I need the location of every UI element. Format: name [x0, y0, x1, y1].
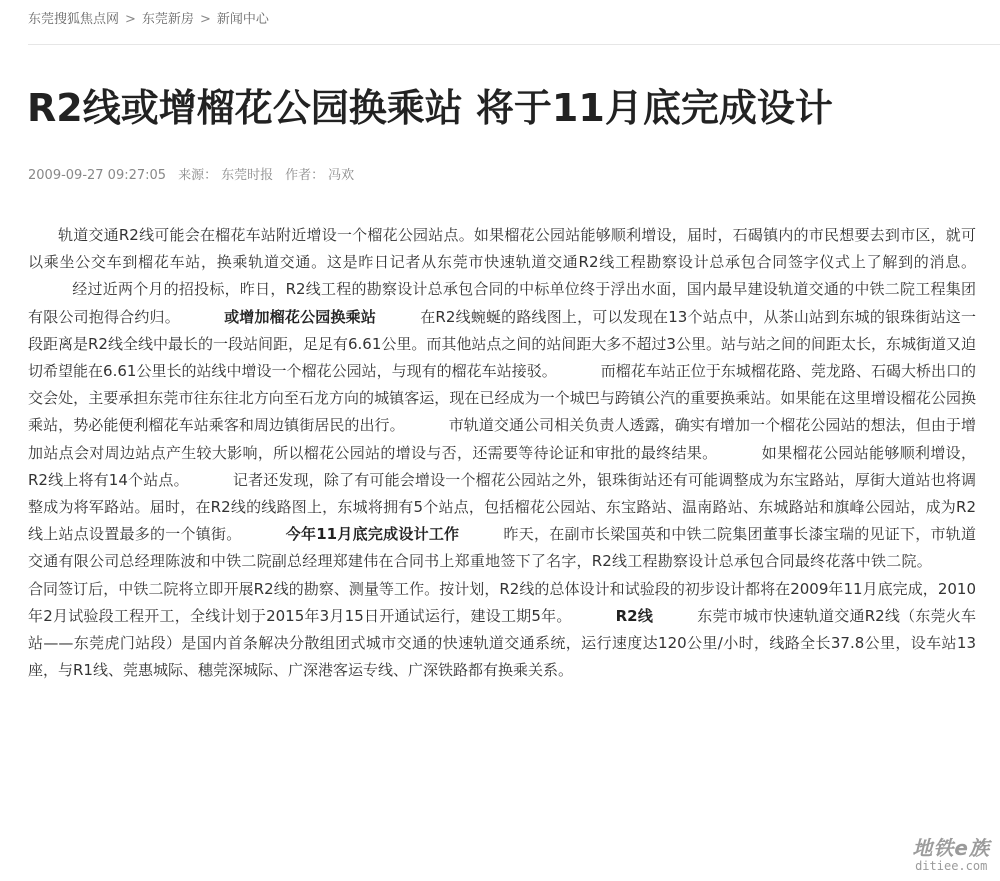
- watermark-logo: 地铁e族: [912, 836, 990, 860]
- author-label: 作者：: [285, 168, 325, 183]
- article-title: R2线或增榴花公园换乘站 将于11月底完成设计: [27, 86, 833, 130]
- article-subheading: R2线: [615, 606, 654, 625]
- article-meta: [28, 166, 366, 186]
- body-paragraph: 市轨道交通公司相关负责人透露，确实有增加一个榴花公园站的想法，但由于增加站点会对周边站点产生较大影响，所以榴花公园站的增设与否，还需要等待论证和审批的最终结果。: [28, 416, 976, 462]
- body-paragraph: 东莞市城市快速轨道交通R2线（东莞火车站——东莞虎门站段）是国内首条解决分散组团式城市交通的快速轨道交通系统，运行速度达120公里/小时，线路全长37.8公里，设车站13座，与R1线、莞惠城际、穗莞深城际、广深港客运专线、广深铁路都有换乘关系。: [28, 606, 976, 680]
- breadcrumb-separator: >: [199, 12, 211, 27]
- site-watermark: [912, 837, 990, 873]
- watermark-url: ditiee.com: [915, 859, 988, 873]
- breadcrumb-link-home[interactable]: 东莞搜狐焦点网: [28, 12, 120, 27]
- body-paragraph: 合同签订后，中铁二院将立即开展R2线的勘察、测量等工作。按计划，R2线的总体设计和试验段的初步设计都将在2009年11月底完成，2010年2月试验段工程开工，全线计划于2015年3月15日开通试运行，建设工期5年。: [28, 579, 976, 625]
- breadcrumb: [28, 10, 269, 30]
- breadcrumb-separator: >: [125, 12, 136, 27]
- article-subheading: 今年11月底完成设计工作: [285, 525, 460, 544]
- body-paragraph: 记者还发现，除了有可能会增设一个榴花公园站之外，银珠街站还有可能调整成为东宝路站，厚街大道站也将调整成为将军路站。届时，在R2线的线路图上，东城将拥有5个站点，包括榴花公园站、东宝路站、温南路站、东城路站和旗峰公园站，成为R2线上站点设置最多的一个镇街。: [28, 470, 976, 544]
- breadcrumb-link-new-homes[interactable]: 东莞新房: [141, 12, 194, 27]
- body-paragraph: 如果榴花公园站能够顺利增设，R2线上将有14个站点。: [28, 443, 976, 489]
- header-divider: [28, 44, 1000, 45]
- publish-datetime: 2009-09-27 09:27:05: [28, 168, 167, 183]
- body-paragraph: 在R2线蜿蜒的路线图上，可以发现在13个站点中，从茶山站到东城的银珠街站这一段距离是R2线全线中最长的一段站间距，足足有6.61公里。而其他站点之间的站间距大多不超过3公里。站与站之间的间距太长，东城街道又迫切希望能在6.61公里长的站线中增设一个榴花公园站，与现有的榴花车站接驳。: [28, 307, 976, 381]
- breadcrumb-link-news-center[interactable]: 新闻中心: [216, 12, 269, 27]
- body-paragraph: 经过近两个月的招投标，昨日，R2线工程的勘察设计总承包合同的中标单位终于浮出水面，国内最早建设轨道交通的中铁二院工程集团有限公司抱得合约归。: [28, 280, 976, 326]
- body-paragraph: 而榴花车站正位于东城榴花路、莞龙路、石碣大桥出口的交会处，主要承担东莞市往东往北方向至石龙方向的城镇客运，现在已经成为一个城巴与跨镇公汽的重要换乘站。如果能在这里增设榴花公园换乘站，势必能便利榴花车站乘客和周边镇街居民的出行。: [28, 362, 976, 435]
- body-paragraph: 轨道交通R2线可能会在榴花车站附近增设一个榴花公园站点。如果榴花公园站能够顺利增设，届时，石碣镇内的市民想要去到市区，就可以乘坐公交车到榴花车站，换乘轨道交通。这是昨日记者从东莞市快速轨道交通R2线工程勘察设计总承包合同签字仪式上了解到的消息。: [28, 226, 976, 272]
- body-paragraph: 昨天，在副市长梁国英和中铁二院集团董事长漆宝瑞的见证下，市轨道交通有限公司总经理陈波和中铁二院副总经理郑建伟在合同书上郑重地签下了名字，R2线工程勘察设计总承包合同最终花落中铁二院。: [28, 525, 976, 571]
- article-subheading: 或增加榴花公园换乘站: [223, 307, 377, 326]
- author-name: 冯欢: [328, 168, 355, 183]
- article-body: [28, 222, 976, 684]
- source-name: 东莞时报: [221, 168, 274, 183]
- source-label: 来源：: [178, 168, 218, 183]
